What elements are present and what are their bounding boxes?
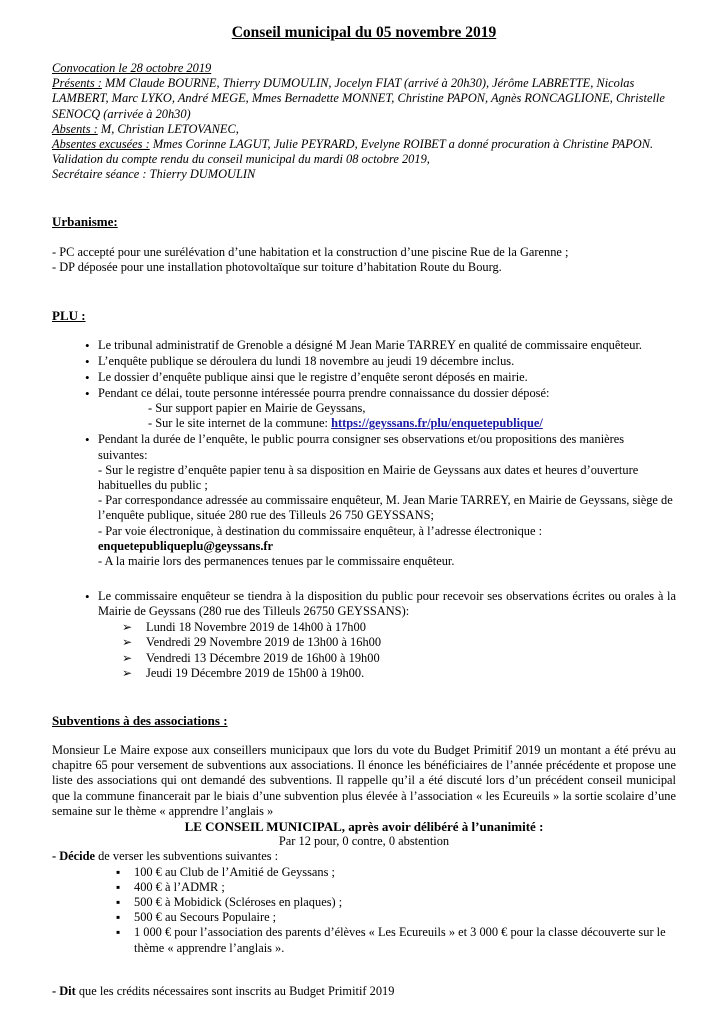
subvention-item: ▪ 500 € au Secours Populaire ; [52,910,676,925]
plu-list [52,338,676,569]
presents-line [52,76,676,122]
subvention-item: ▪ 100 € au Club de l’Amitié de Geyssans ; [52,865,676,880]
document-title: Conseil municipal du 05 novembre 2019 [231,24,497,41]
permanence-dates [52,620,676,681]
meeting-header [52,61,676,183]
permanence-date: ➢ Lundi 18 Novembre 2019 de 14h00 à 17h00 [52,620,676,635]
plu-permanences [52,589,676,681]
excuses-text: Mmes Corinne LAGUT, Julie PEYRARD, Evelyne ROIBET a donné procuration à Christine PAPON. [149,137,654,152]
plu-website-link[interactable]: https://geyssans.fr/plu/enquetepublique/ [331,416,543,431]
presents-text: MM Claude BOURNE, Thierry DUMOULIN, Jocelyn FIAT (arrivé à 20h30), Jérôme LABRETTE, Nicolas LAMBERT, Marc LYKO, André MEGE, Mmes Bernadette MONNET, Christine PAPON, Agnès RONCAGLIONE, Christelle SENOCQ (arrivée à 20h30) [52,76,665,121]
plu-site-prefix: - Sur le site internet de la commune: [148,416,332,431]
subvention-item: ▪ 400 € à l’ADMR ; [52,880,676,895]
dit-text: que les crédits nécessaires sont inscrits au Budget Primitif 2019 [75,984,395,998]
absents-text: M, Christian LETOVANEC, [97,121,239,136]
plu-item-5-text: • Pendant la durée de l’enquête, le public pourra consigner ses observations et/ou propositions des manières suivantes: [98,432,625,462]
urbanisme-title: Urbanisme: [52,214,118,229]
plu-item-5-line-1: - Sur le registre d’enquête papier tenu à sa disposition en Mairie de Geyssans aux dates et heures d’ouverture habituelles du public ; [98,462,639,493]
plu-item-5-line-4: - A la mairie lors des permanences tenues par le commissaire enquêteur. [98,554,455,569]
validation-line: Validation du compte rendu du conseil municipal du mardi 08 octobre 2019, [52,152,430,167]
permanence-date: ➢ Vendredi 13 Décembre 2019 de 16h00 à 19h00 [52,651,676,666]
plu-item-4 [52,386,676,432]
plu-item-3: • Le dossier d’enquête publique ainsi que le registre d’enquête seront déposés en mairie. [52,370,676,385]
urbanisme-line-1: - PC accepté pour une surélévation d’une habitation et la construction d’une piscine Rue de la Garenne ; [52,245,569,259]
subventions-paragraph: Monsieur Le Maire expose aux conseillers municipaux que lors du vote du Budget Primitif 2019 un montant a été prévu au chapitre 65 pour versement de subventions aux associations. Il énonce les bénéficiaires de l’année précédente et propose une liste des associations qui ont demandé des subventions. Il rappelle qu’il a été discuté lors d’un précédent conseil municipal que la commune financerait par le biais d’une subvention plus élevée à l’association « les Ecureuils » la sortie scolaire d’une semaine sur le thème « apprendre l’anglais » [52,743,676,818]
decide-text: de verser les subventions suivantes : [95,849,279,864]
vote-result: Par 12 pour, 0 contre, 0 abstention [278,834,450,849]
subvention-item: ▪ 1 000 € pour l’association des parents d’élèves « Les Ecureuils » et 3 000 € pour la classe découverte sur le thème « apprendre l’anglais ». [52,925,676,955]
urbanisme-section [52,245,676,275]
plu-item-6: • Le commissaire enquêteur se tiendra à la disposition du public pour recevoir ses observations écrites ou orales à la Mairie de Geyssans (280 rue des Tilleuls 26750 GEYSSANS): [52,589,676,619]
plu-item-4-sub-2 [98,416,676,431]
decision-heading: LE CONSEIL MUNICIPAL, après avoir délibéré à l’unanimité : [184,819,544,835]
plu-item-4-text: • Pendant ce délai, toute personne intéressée pourra prendre connaissance du dossier déposé: [98,386,550,400]
permanence-date: ➢ Vendredi 29 Novembre 2019 de 13h00 à 16h00 [52,635,676,650]
subvention-item: ▪ 500 € à Mobidick (Scléroses en plaques) ; [52,895,676,910]
plu-item-1: • Le tribunal administratif de Grenoble a désigné M Jean Marie TARREY en qualité de commissaire enquêteur. [52,338,676,353]
dit-label: - Dit [52,984,76,998]
absents-label: Absents : [52,121,98,136]
urbanisme-line-2: - DP déposée pour une installation photovoltaïque sur toiture d’habitation Route du Bourg. [52,260,502,275]
secretaire-line: Secrétaire séance : Thierry DUMOULIN [52,167,256,182]
plu-title: PLU : [52,308,86,323]
plu-item-2: • L’enquête publique se déroulera du lundi 18 novembre au jeudi 19 décembre inclus. [52,354,676,369]
decide-line [52,849,676,864]
absents-line [52,122,676,137]
subventions-list [52,865,676,956]
dit-line [52,984,676,999]
permanence-date: ➢ Jeudi 19 Décembre 2019 de 15h00 à 19h00. [52,666,676,681]
plu-item-4-sub-1: - Sur support papier en Mairie de Geyssans, [148,401,366,416]
plu-section [52,338,676,570]
plu-email: enquetepubliqueplu@geyssans.fr [98,538,274,553]
excuses-label: Absentes excusées : [52,137,150,152]
convocation-line: Convocation le 28 octobre 2019 [52,61,212,75]
presents-label: Présents : [52,76,102,91]
excuses-line [52,137,676,152]
plu-item-5-line-3: - Par voie électronique, à destination du commissaire enquêteur, à l’adresse électronique : [98,523,543,538]
subventions-section [52,743,676,956]
plu-item-5 [52,432,676,569]
decide-label: - Décide [52,849,96,864]
plu-list-2 [52,589,676,619]
plu-item-5-line-2: - Par correspondance adressée au commissaire enquêteur, M. Jean Marie TARREY, en Mairie de Geyssans, siège de l’enquête publique, située 280 rue des Tilleuls 26 750 GEYSSANS; [98,493,673,523]
subventions-title: Subventions à des associations : [52,713,228,728]
